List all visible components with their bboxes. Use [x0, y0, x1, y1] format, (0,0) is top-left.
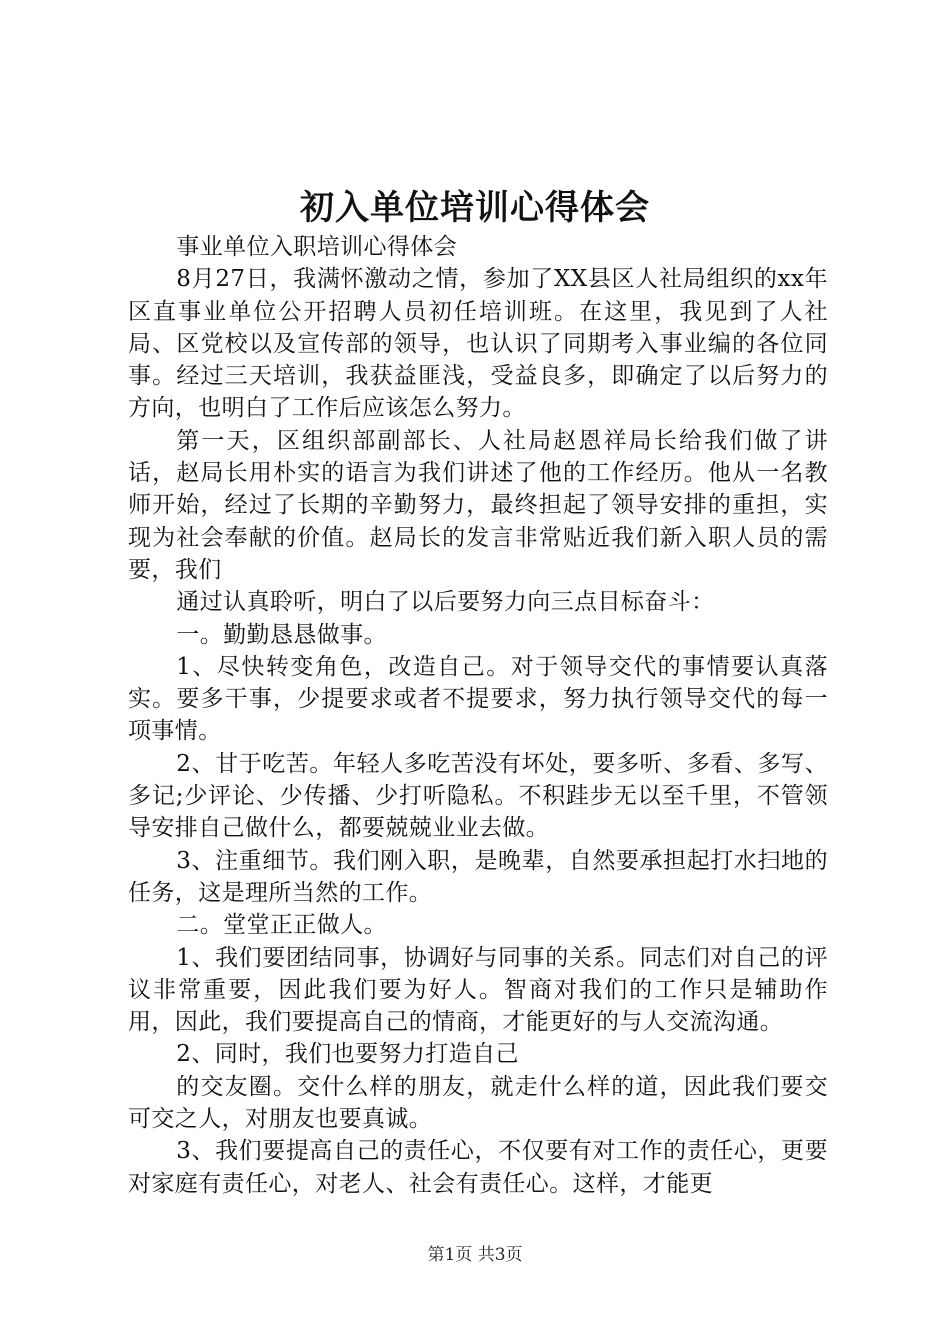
document-body	[128, 231, 828, 1200]
paragraph: 1、尽快转变角色，改造自己。对于领导交代的事情要认真落实。要多干事，少提要求或者不提要求，努力执行领导交代的每一项事情。	[128, 653, 828, 745]
document-title: 初入单位培训心得体会	[300, 188, 650, 228]
paragraph: 2、同时，我们也要努力打造自己	[176, 1041, 519, 1068]
paragraph: 8月27日，我满怀激动之情，参加了XX县区人社局组织的xx年区直事业单位公开招聘人员初任培训班。在这里，我见到了人社局、区党校以及宣传部的领导，也认识了同期考入事业编的各位同事。经过三天培训，我获益匪浅，受益良多，即确定了以后努力的方向，也明白了工作后应该怎么努力。	[128, 266, 828, 422]
paragraph: 第一天，区组织部副部长、人社局赵恩祥局长给我们做了讲话，赵局长用朴实的语言为我们讲述了他的工作经历。他从一名教师开始，经过了长期的辛勤努力，最终担起了领导安排的重担，实现为社会奉献的价值。赵局长的发言非常贴近我们新入职人员的需要，我们	[128, 427, 828, 583]
paragraph: 通过认真聆听，明白了以后要努力向三点目标奋斗：	[176, 589, 715, 616]
paragraph: 1、我们要团结同事，协调好与同事的关系。同志们对自己的评议非常重要，因此我们要为好人。智商对我们的工作只是辅助作用，因此，我们要提高自己的情商，才能更好的与人交流沟通。	[128, 944, 828, 1036]
paragraph: 3、注重细节。我们刚入职，是晚辈，自然要承担起打水扫地的任务，这是理所当然的工作。	[128, 847, 828, 906]
paragraph: 的交友圈。交什么样的朋友，就走什么样的道，因此我们要交可交之人，对朋友也要真诚。	[128, 1073, 828, 1133]
paragraph-subtitle: 事业单位入职培训心得体会	[176, 234, 458, 260]
paragraph-heading: 二。堂堂正正做人。	[176, 912, 387, 939]
paragraph-heading: 一。勤勤恳恳做事。	[176, 621, 387, 648]
paragraph: 3、我们要提高自己的责任心，不仅要有对工作的责任心，更要对家庭有责任心，对老人、社会有责任心。这样，才能更	[128, 1138, 828, 1197]
paragraph: 2、甘于吃苦。年轻人多吃苦没有坏处，要多听、多看、多写、多记;少评论、少传播、少打听隐私。不积跬步无以至千里，不管领导安排自己做什么，都要兢兢业业去做。	[128, 750, 828, 842]
page-number-footer: 第1页 共3页	[427, 1245, 523, 1265]
